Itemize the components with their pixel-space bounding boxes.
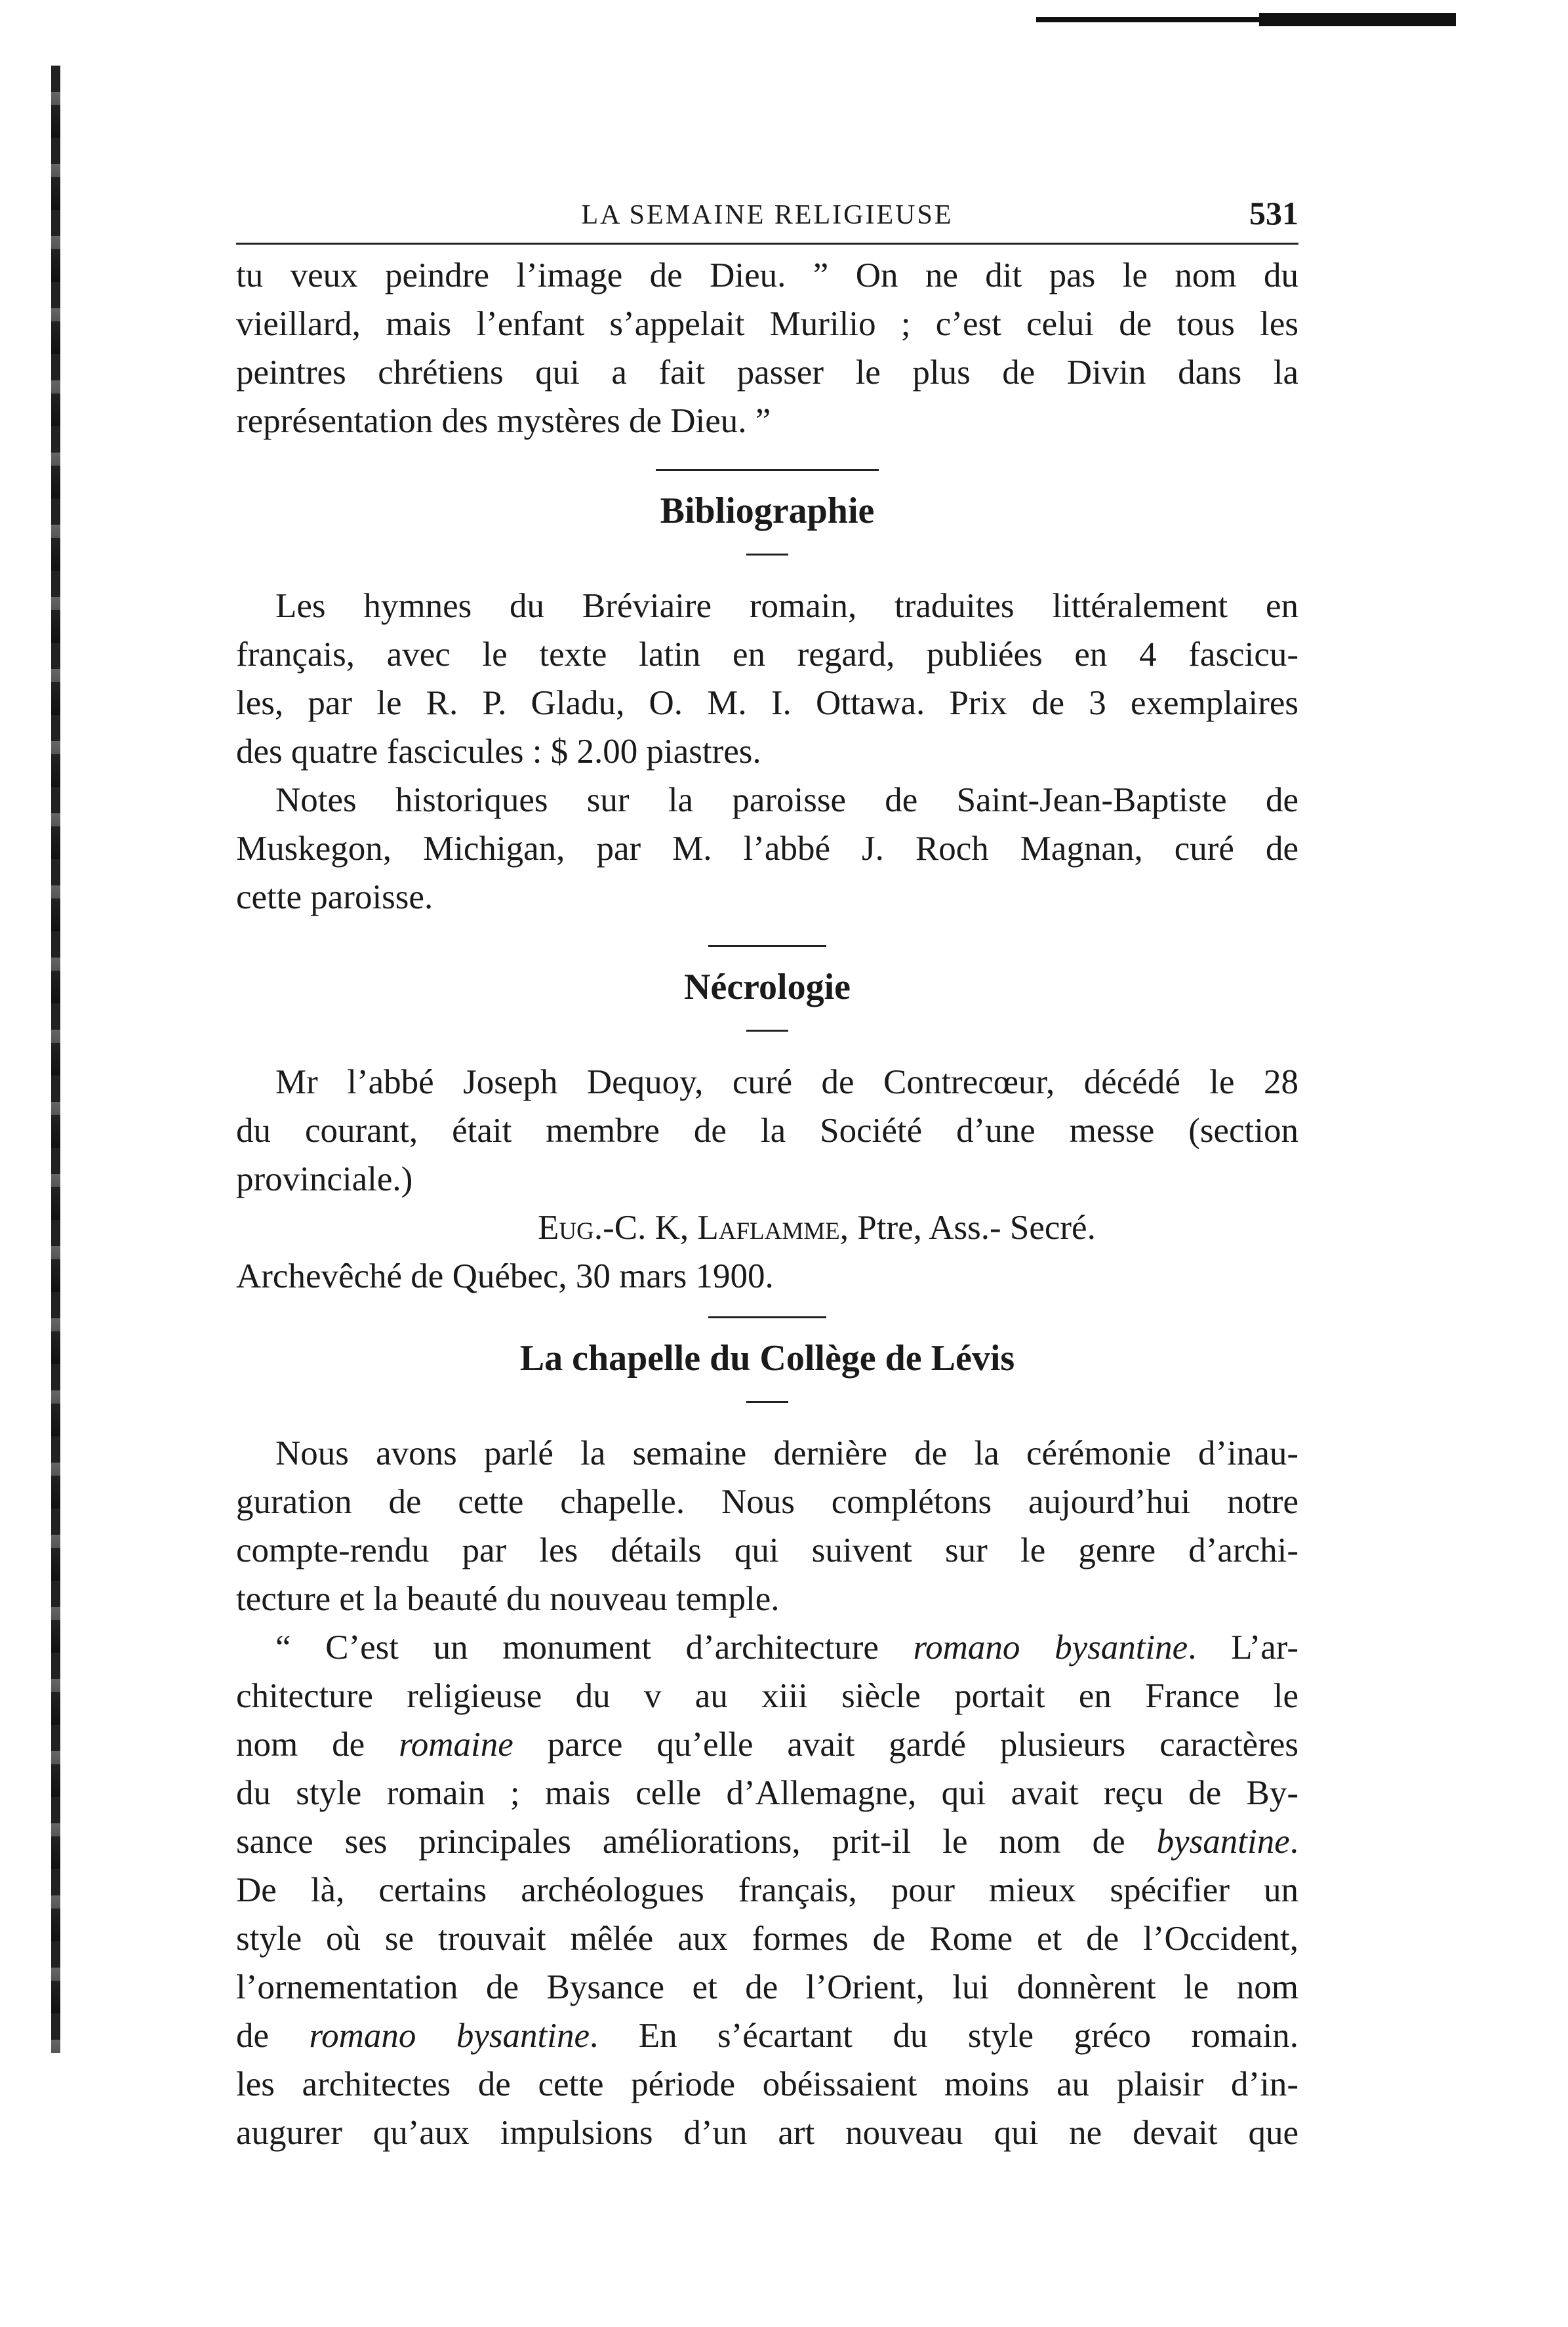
section-separator-rule — [708, 945, 826, 947]
text-line: peintres chrétiens qui a fait passer le plus de Divin dans la — [236, 354, 1298, 392]
italic-term: romano bysantine — [309, 2017, 590, 2055]
intro-paragraph — [236, 251, 1298, 445]
text-span: nom de — [236, 1726, 399, 1764]
text-line: tecture et la beauté du nouveau temple. — [236, 1580, 780, 1618]
text-line: chitecture religieuse du v au xiii siècle portait en France le — [236, 1677, 1298, 1715]
text-line: vieillard, mais l’enfant s’appelait Murilio ; c’est celui de tous les — [236, 305, 1298, 343]
text-line: français, avec le texte latin en regard, publiées en 4 fascicu- — [236, 636, 1298, 674]
text-span: . En s’écartant du style gréco romain. — [590, 2017, 1298, 2055]
text-line: l’ornementation de Bysance et de l’Orient, lui donnèrent le nom — [236, 1968, 1298, 2006]
section-separator-rule — [708, 1316, 826, 1318]
bibliographie-paragraph-2 — [236, 776, 1298, 921]
text-line: les, par le R. P. Gladu, O. M. I. Ottawa. Prix de 3 exemplaires — [236, 684, 1298, 722]
signature-prefix: Eug.-C. K, — [538, 1209, 698, 1247]
text-line: Les hymnes du Bréviaire romain, traduites littéralement en — [275, 587, 1298, 625]
running-header — [236, 190, 1298, 245]
text-line: du courant, était membre de la Société d’une messe (section — [236, 1112, 1298, 1150]
text-line: des quatre fascicules : $ 2.00 piastres. — [236, 733, 761, 771]
text-span: . — [1289, 1823, 1298, 1861]
bibliographie-paragraph-1 — [236, 582, 1298, 776]
text-line: style où se trouvait mêlée aux formes de Rome et de l’Occident, — [236, 1920, 1298, 1958]
text-line — [236, 1817, 1298, 1866]
text-line: provinciale.) — [236, 1160, 413, 1198]
running-title: LA SEMAINE RELIGIEUSE — [581, 200, 954, 230]
heading-dash — [746, 554, 788, 556]
text-line — [236, 1623, 1298, 1672]
chapelle-paragraph-1 — [236, 1429, 1298, 1623]
text-line: les architectes de cette période obéissaient moins au plaisir d’in- — [236, 2065, 1298, 2103]
section-heading-necrologie: Nécrologie — [684, 967, 851, 1007]
text-span: . L’ar- — [1188, 1629, 1299, 1667]
text-line: guration de cette chapelle. Nous complétons aujourd’hui notre — [236, 1483, 1298, 1521]
text-line — [236, 2012, 1298, 2060]
text-line: Notes historiques sur la paroisse de Saint-Jean-Baptiste de — [275, 781, 1298, 819]
heading-dash — [746, 1401, 788, 1403]
page-number: 531 — [1249, 195, 1298, 232]
section-separator-rule — [656, 469, 879, 471]
text-span: “ C’est un monument d’architecture — [275, 1629, 914, 1667]
top-edge-rule — [1036, 13, 1456, 25]
text-line: De là, certains archéologues français, pour mieux spécifier un — [236, 1871, 1298, 1909]
signature-name: Laflamme — [697, 1209, 840, 1247]
signature-line — [236, 1204, 1298, 1252]
italic-term: romaine — [399, 1726, 513, 1764]
section-heading-chapelle: La chapelle du Collège de Lévis — [519, 1338, 1015, 1379]
text-span: de — [236, 2017, 310, 2055]
italic-term: romano bysantine — [913, 1629, 1188, 1667]
text-line: augurer qu’aux impulsions d’un art nouveau qui ne devait que — [236, 2114, 1298, 2152]
necrologie-paragraph — [236, 1058, 1298, 1204]
text-span: parce qu’elle avait gardé plusieurs caractères — [513, 1726, 1299, 1764]
text-line: compte-rendu par les détails qui suivent sur le genre d’archi- — [236, 1531, 1298, 1569]
section-heading-bibliographie: Bibliographie — [660, 491, 875, 531]
dateline: Archevêché de Québec, 30 mars 1900. — [236, 1257, 774, 1295]
italic-term: bysantine — [1156, 1823, 1290, 1861]
text-line: tu veux peindre l’image de Dieu. ” On ne dit pas le nom du — [236, 256, 1298, 294]
chapelle-paragraph-2 — [236, 1623, 1298, 2157]
heading-dash — [746, 1030, 788, 1032]
signature-suffix: , Ptre, Ass.- Secré. — [839, 1209, 1096, 1247]
page-binding-edge — [51, 66, 60, 2053]
text-line: représentation des mystères de Dieu. ” — [236, 402, 771, 440]
text-line: du style romain ; mais celle d’Allemagne, qui avait reçu de By- — [236, 1774, 1298, 1812]
text-line: Nous avons parlé la semaine dernière de la cérémonie d’inau- — [275, 1434, 1298, 1472]
text-line — [236, 1720, 1298, 1769]
text-span: sance ses principales améliorations, prit-il le nom de — [236, 1823, 1157, 1861]
page-content — [236, 190, 1298, 2157]
text-line: Mr l’abbé Joseph Dequoy, curé de Contrecœur, décédé le 28 — [275, 1063, 1298, 1101]
text-line: Muskegon, Michigan, par M. l’abbé J. Roch Magnan, curé de — [236, 830, 1298, 868]
text-line: cette paroisse. — [236, 878, 433, 916]
